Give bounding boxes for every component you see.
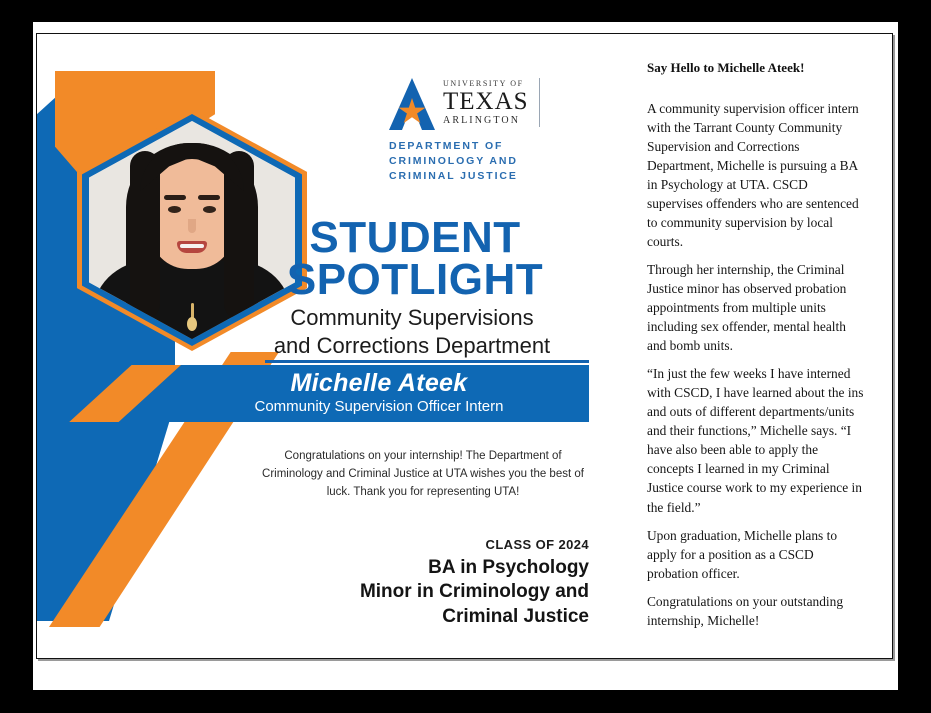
department-line-3: CRIMINAL JUSTICE <box>389 169 518 182</box>
poster-frame <box>36 33 893 659</box>
subtitle-line-2: and Corrections Department <box>273 333 551 359</box>
article-paragraph: A community supervision officer intern with the Tarrant County Community Supervision and Corrections Department, Michelle is pursuing a BA in Psychology at UTA. CSCD supervises offenders who are sentenced to community supervision by local courts. <box>647 100 859 250</box>
uta-a-star-icon <box>389 78 435 130</box>
uta-arlington-line: ARLINGTON <box>443 115 521 127</box>
uta-wordmark <box>443 78 540 127</box>
student-name: Michelle Ateek <box>290 369 468 397</box>
degree-credentials <box>253 556 589 629</box>
degree-line-1: BA in Psychology <box>428 557 589 578</box>
congratulations-message: Congratulations on your internship! The Department of Criminology and Criminal Justice at UTA wishes you the best of luck. Thank you for representing UTA! <box>262 450 584 498</box>
uta-logo-block <box>389 78 589 182</box>
banner-top-rule <box>265 360 589 363</box>
class-of-label: CLASS OF 2024 <box>485 537 589 552</box>
headline-student: STUDENT <box>309 213 521 262</box>
department-line-2: CRIMINOLOGY AND <box>389 154 518 167</box>
uta-university-line: UNIVERSITY OF <box>443 79 524 88</box>
portrait-eye-right <box>203 206 216 213</box>
department-line-1: DEPARTMENT OF <box>389 140 504 152</box>
degree-line-3: Criminal Justice <box>442 605 589 627</box>
portrait-necklace-pendant <box>187 317 197 331</box>
department-name <box>389 139 589 184</box>
article-paragraph: Congratulations on your outstanding internship, Michelle! <box>647 593 844 628</box>
student-name-banner-text <box>169 365 589 417</box>
student-role: Community Supervision Officer Intern <box>254 398 504 416</box>
degree-line-2: Minor in Criminology and <box>359 581 589 603</box>
uta-logo-row <box>389 78 589 130</box>
portrait-nose <box>188 219 196 233</box>
article-column <box>647 60 865 650</box>
headline-spotlight: SPOTLIGHT <box>286 255 544 304</box>
portrait-eye-left <box>168 206 181 213</box>
portrait-eyebrow-left <box>164 195 186 200</box>
headline-subtitle <box>197 304 627 360</box>
article-paragraph: Upon graduation, Michelle plans to apply for a position as a CSCD probation officer. <box>647 527 838 581</box>
portrait-eyebrow-right <box>198 195 220 200</box>
article-paragraph: Through her internship, the Criminal Justice minor has observed probation appointments from multiple units including sex offender, mental health and bomb units. <box>647 262 847 354</box>
subtitle-line-1: Community Supervisions <box>290 305 534 330</box>
uta-texas-line: TEXAS <box>443 87 529 115</box>
article-heading: Say Hello to Michelle Ateek! <box>647 60 805 75</box>
portrait-mouth <box>177 241 207 253</box>
article-paragraph: “In just the few weeks I have interned with CSCD, I have learned about the ins and outs of different departments/units and their functions,” Michelle says. “I have also been able to apply the concepts I learned in my Criminal Justice course work to my experience in the field.” <box>647 366 864 515</box>
